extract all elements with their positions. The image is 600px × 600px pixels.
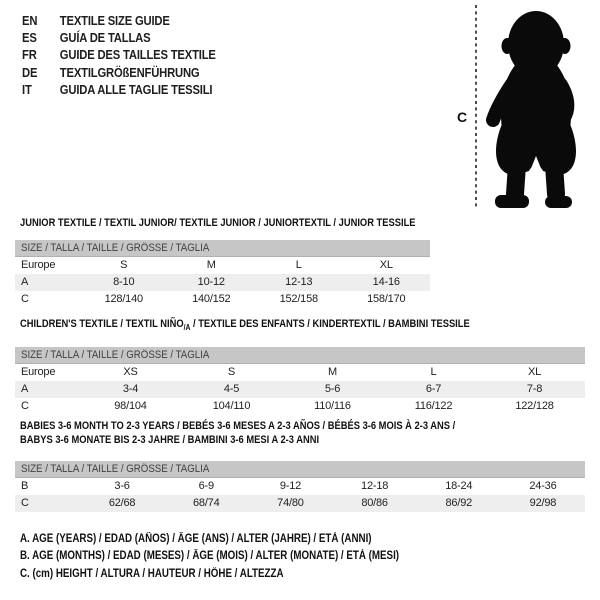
table-cell: 128/140 — [104, 293, 143, 305]
legend-note — [20, 566, 466, 583]
language-code: ES — [22, 31, 37, 46]
table-cell: 86/92 — [445, 497, 473, 509]
size-header-text: SIZE / TALLA / TAILLE / GRÖSSE / TAGLIA — [21, 349, 210, 361]
legend-note — [20, 548, 466, 565]
language-list — [22, 13, 237, 99]
junior-table-title-text: JUNIOR TEXTILE / TEXTIL JUNIOR/ TEXTILE JUNIOR / JUNIORTEXTIL / JUNIOR TESSILE — [20, 217, 416, 229]
row-label: B — [21, 480, 29, 492]
table-cell: 4-5 — [223, 383, 240, 395]
row-label: C — [21, 400, 29, 412]
language-code: IT — [22, 82, 32, 97]
language-title: GUÍA DE TALLAS — [59, 31, 151, 46]
size-header-bar — [15, 240, 430, 257]
table-cell: XS — [123, 366, 138, 378]
table-row — [15, 381, 585, 398]
table-cell: 7-8 — [526, 383, 543, 395]
table-cell: XL — [527, 366, 542, 378]
height-label-c: C — [457, 109, 468, 125]
table-cell: 24-36 — [529, 480, 557, 492]
legend-note-text: C. (cm) HEIGHT / ALTURA / HAUTEUR / HÖHE / ALTEZZA — [20, 567, 284, 580]
babies-title-line2: BABYS 3-6 MONATE BIS 2-3 JAHRE / BAMBINI 3-6 MESI A 2-3 ANNI — [20, 433, 320, 446]
language-row — [22, 30, 216, 47]
table-cell: 18-24 — [445, 480, 473, 492]
table-cell: 12-18 — [361, 480, 389, 492]
junior-table-title — [20, 217, 485, 229]
table-cell: 10-12 — [197, 276, 225, 288]
table-cell: 5-6 — [324, 383, 341, 395]
table-cell: 62/68 — [108, 497, 136, 509]
table-cell: 6-9 — [198, 480, 214, 492]
table-cell: 80/86 — [361, 497, 388, 509]
table-row — [15, 398, 585, 415]
junior-table — [15, 240, 430, 308]
babies-title-line1: BABIES 3-6 MONTH TO 2-3 YEARS / BEBÉS 3-6 MESES A 2-3 AÑOS / BÉBÉS 3-6 MOIS À 2-3 ANS / — [20, 420, 456, 432]
row-label: C — [21, 293, 29, 305]
row-label: C — [21, 497, 29, 509]
table-cell: 9-12 — [279, 480, 302, 492]
table-cell: 14-16 — [372, 276, 400, 288]
children-title-subscript: /A — [183, 323, 191, 333]
table-row — [15, 257, 430, 274]
table-cell: S — [120, 259, 128, 271]
table-cell: S — [227, 366, 236, 378]
language-code: EN — [22, 14, 38, 28]
table-cell: L — [430, 366, 437, 378]
legend-note-text: B. AGE (MONTHS) / EDAD (MESES) / ÂGE (MOIS) / ALTER (MONATE) / ETÀ (MESI) — [20, 550, 400, 563]
table-cell: 6-7 — [425, 383, 442, 395]
children-table — [15, 347, 585, 415]
table-cell: 12-13 — [285, 276, 313, 288]
table-cell: 104/110 — [212, 400, 251, 412]
table-cell: 152/158 — [279, 293, 318, 305]
legend-note-text: A. AGE (YEARS) / EDAD (AÑOS) / ÂGE (ANS) / ALTER (JAHRE) / ETÀ (ANNI) — [20, 533, 372, 545]
language-title: GUIDA ALLE TAGLIE TESSILI — [59, 82, 213, 97]
table-cell: 3-6 — [114, 480, 130, 492]
legend-note — [20, 531, 466, 548]
language-title: GUIDE DES TAILLES TEXTILE — [59, 48, 216, 63]
table-row — [15, 274, 430, 291]
table-row — [15, 364, 585, 381]
table-row — [15, 478, 585, 495]
children-table-title-text — [20, 318, 470, 334]
table-cell: XL — [379, 259, 393, 271]
table-cell: M — [328, 366, 337, 378]
table-cell: 8-10 — [113, 276, 135, 288]
size-header-text: SIZE / TALLA / TAILLE / GRÖSSE / TAGLIA — [21, 463, 210, 475]
babies-table — [15, 461, 585, 512]
language-title: TEXTILGRÖßENFÜHRUNG — [59, 65, 200, 80]
table-row — [15, 291, 430, 308]
row-label: Europe — [21, 259, 56, 271]
table-cell: 116/122 — [414, 400, 453, 412]
table-cell: 140/152 — [192, 293, 231, 305]
table-cell: 110/116 — [314, 400, 351, 412]
language-code: DE — [22, 65, 38, 80]
children-title-suffix: / TEXTILE DES ENFANTS / KINDERTEXTIL / BAMBINI TESSILE — [190, 318, 470, 330]
table-cell: L — [295, 259, 302, 271]
table-cell: 74/80 — [277, 497, 304, 509]
table-row — [15, 495, 585, 512]
size-header-bar — [15, 347, 585, 364]
row-label: Europe — [21, 366, 56, 378]
language-row — [22, 82, 216, 99]
table-cell: 68/74 — [192, 497, 220, 509]
children-table-title — [20, 318, 549, 334]
table-cell: M — [206, 259, 216, 271]
language-row — [22, 13, 216, 30]
babies-table-title — [20, 420, 532, 447]
row-label: A — [21, 383, 29, 395]
language-row — [22, 47, 216, 64]
height-figure-svg — [450, 0, 590, 220]
legend-notes — [20, 531, 466, 583]
row-label: A — [21, 276, 29, 288]
table-cell: 98/104 — [114, 400, 147, 412]
language-row — [22, 65, 216, 82]
language-code: FR — [22, 48, 37, 63]
table-cell: 92/98 — [529, 497, 557, 509]
table-cell: 122/128 — [515, 400, 554, 412]
children-title-prefix: CHILDREN'S TEXTILE / TEXTIL NIÑO — [20, 318, 184, 330]
table-cell: 3-4 — [122, 383, 139, 395]
table-cell: 158/170 — [367, 293, 406, 305]
size-header-bar — [15, 461, 585, 478]
height-figure — [450, 0, 590, 220]
toddler-silhouette-icon — [493, 11, 576, 208]
language-title: TEXTILE SIZE GUIDE — [59, 14, 170, 28]
size-header-text: SIZE / TALLA / TAILLE / GRÖSSE / TAGLIA — [21, 242, 210, 254]
